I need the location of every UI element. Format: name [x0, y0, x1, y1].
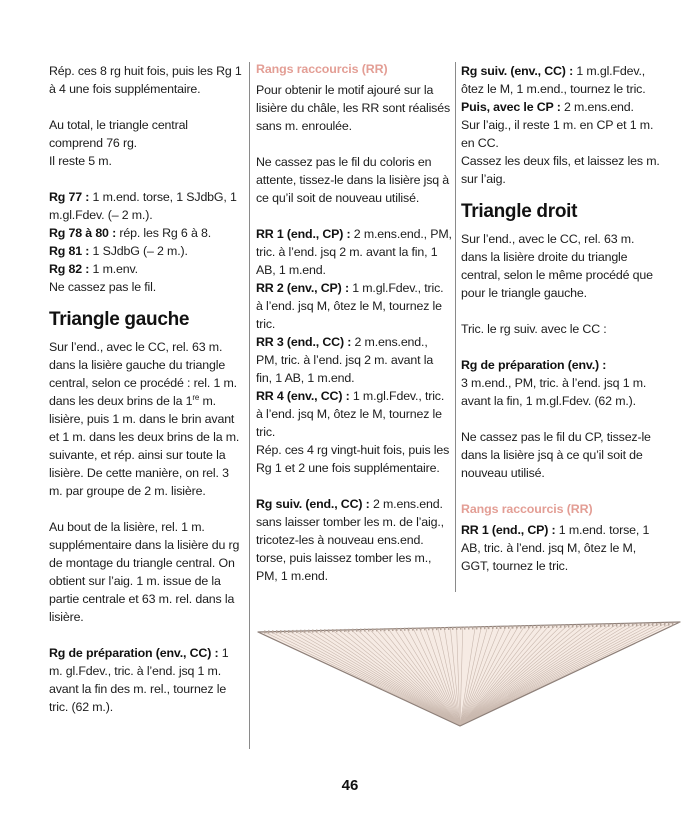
instruction-rr1 [256, 225, 452, 279]
paragraph: Rép. ces 8 rg huit fois, puis les Rg 1 à 4 une fois supplémentaire. [49, 64, 242, 96]
instruction-rr1 [461, 521, 661, 575]
row-label: Rg 78 à 80 : [49, 226, 117, 240]
paragraph: Ne cassez pas le fil. [49, 280, 157, 294]
instruction-rr3 [256, 333, 452, 387]
paragraph: Tric. le rg suiv. avec le CC : [461, 322, 607, 336]
row-label: RR 1 (end., CP) : [256, 227, 351, 241]
paragraph: Pour obtenir le motif ajouré sur la lisière du châle, les RR sont réalisés sans m. enroulée. [256, 83, 451, 133]
column-left [49, 62, 245, 716]
superscript: re [192, 392, 200, 402]
row-label: Rg suiv. (end., CC) : [256, 497, 370, 511]
row-label: RR 2 (env., CP) : [256, 281, 349, 295]
paragraph: Au bout de la lisière, rel. 1 m. supplémentaire dans la lisière du rg de montage du triangle central. On obtient sur l’aig. 1 m. issue de la partie centrale et 63 m. rel. dans la lisière. [49, 520, 240, 624]
row-text: rép. les Rg 6 à 8. [116, 226, 212, 240]
row-label: RR 4 (env., CC) : [256, 389, 350, 403]
paragraph: Sur l’aig., il reste 1 m. en CP et 1 m. en CC. [461, 118, 654, 150]
row-text: 2 m.ens.end. [560, 100, 634, 114]
row-label: Rg 81 : [49, 244, 90, 258]
row-text: 1 m.gl.Fdev., tric. à l’end. jsq M, ôtez le M, tournez le tric. [256, 389, 445, 439]
text-span: Sur l’end., avec le CC, rel. 63 m. dans la lisière gauche du triangle central, selon ce procédé : rel. 1 m. dans les deux brins de la 1 [49, 340, 237, 408]
row-text: 1 m. gl.Fdev., tric. à l’end. jsq 1 m. avant la fin des m. rel., tournez le tric. (62 m.). [49, 646, 229, 714]
row-label: RR 1 (end., CP) : [461, 523, 556, 537]
row-label: RR 3 (end., CC) : [256, 335, 352, 349]
paragraph: Il reste 5 m. [49, 154, 112, 168]
instruction-rr4 [256, 387, 452, 441]
instruction-next-row [256, 495, 452, 585]
paragraph: Sur l’end., avec le CC, rel. 63 m. dans la lisière droite du triangle central, selon le même procédé que pour le triangle gauche. [461, 232, 653, 300]
instruction-preparation-row [461, 356, 661, 374]
paragraph: Ne cassez pas le fil du CP, tissez-le dans la lisière jsq à ce qu’il soit de nouveau utilisé. [461, 430, 651, 480]
row-text: 1 m.end. torse, 1 AB, tric. à l’end. jsq M, ôtez le M, GGT, tournez le tric. [461, 523, 650, 573]
row-text: 1 SJdbG (– 2 m.). [89, 244, 188, 258]
paragraph: Cassez les deux fils, et laissez les m. sur l’aig. [461, 154, 660, 186]
instruction-then [461, 98, 661, 116]
row-text: 1 m.gl.Fdev., tric. à l’end. jsq M, ôtez le M, tournez le tric. [256, 281, 444, 331]
instruction-row-82 [49, 260, 245, 278]
row-text: 1 m.env. [89, 262, 138, 276]
row-text: 3 m.end., PM, tric. à l’end. jsq 1 m. avant la fin, 1 m.gl.Fdev. (62 m.). [461, 376, 647, 408]
row-text: 2 m.ens.end., PM, tric. à l’end. jsq 2 m. avant la fin, 1 AB, 1 m.end. [256, 335, 434, 385]
shawl-illustration [250, 588, 700, 758]
row-label: Rg de préparation (env., CC) : [49, 646, 219, 660]
page-number: 46 [341, 777, 359, 794]
paragraph: Au total, le triangle central comprend 76 rg. [49, 118, 188, 150]
section-heading-triangle-gauche: Triangle gauche [49, 309, 190, 330]
subheading-rangs-raccourcis: Rangs raccourcis (RR) [461, 502, 593, 516]
instruction-row-78 [49, 224, 245, 242]
row-text: 1 m.end. torse, 1 SJdbG, 1 m.gl.Fdev. (– 2 m.). [49, 190, 237, 222]
row-label: Rg suiv. (env., CC) : [461, 64, 574, 78]
paragraph [49, 338, 245, 500]
column-middle [256, 60, 452, 585]
paragraph: Rép. ces 4 rg vingt-huit fois, puis les Rg 1 et 2 une fois supplémentaire. [256, 443, 450, 475]
instruction-preparation-row [49, 644, 245, 716]
instruction-row-77 [49, 188, 245, 224]
shawl-drawing [250, 588, 700, 758]
section-heading-triangle-droit: Triangle droit [461, 201, 578, 222]
subheading-rangs-raccourcis: Rangs raccourcis (RR) [256, 62, 388, 76]
paragraph: Ne cassez pas le fil du coloris en attente, tissez-le dans la lisière jsq à ce qu’il soit de nouveau utilisé. [256, 155, 450, 205]
instruction-next-row [461, 62, 661, 98]
shawl-stripes [258, 622, 680, 726]
instruction-row-81 [49, 242, 245, 260]
row-text: 2 m.ens.end., PM, tric. à l’end. jsq 2 m. avant la fin, 1 AB, 1 m.end. [256, 227, 452, 277]
row-label: Rg 82 : [49, 262, 90, 276]
column-divider [455, 62, 456, 592]
instruction-rr2 [256, 279, 452, 333]
column-right [461, 62, 661, 575]
row-text: 1 m.gl.Fdev., ôtez le M, 1 m.end., tournez le tric. [461, 64, 646, 96]
row-label: Rg de préparation (env.) : [461, 358, 607, 372]
row-label: Puis, avec le CP : [461, 100, 561, 114]
row-label: Rg 77 : [49, 190, 90, 204]
row-text: 2 m.ens.end. sans laisser tomber les m. de l’aig., tricotez-les à nouveau ens.end. torse, puis laissez tomber les m., PM, 1 m.end. [256, 497, 444, 583]
text-span: m. lisière, puis 1 m. dans le brin avant et 1 m. dans les deux brins de la m. suivante, et rép. ainsi sur toute la lisière. De cette manière, on rel. 3 m. par groupe de 2 m. lisière. [49, 394, 240, 498]
